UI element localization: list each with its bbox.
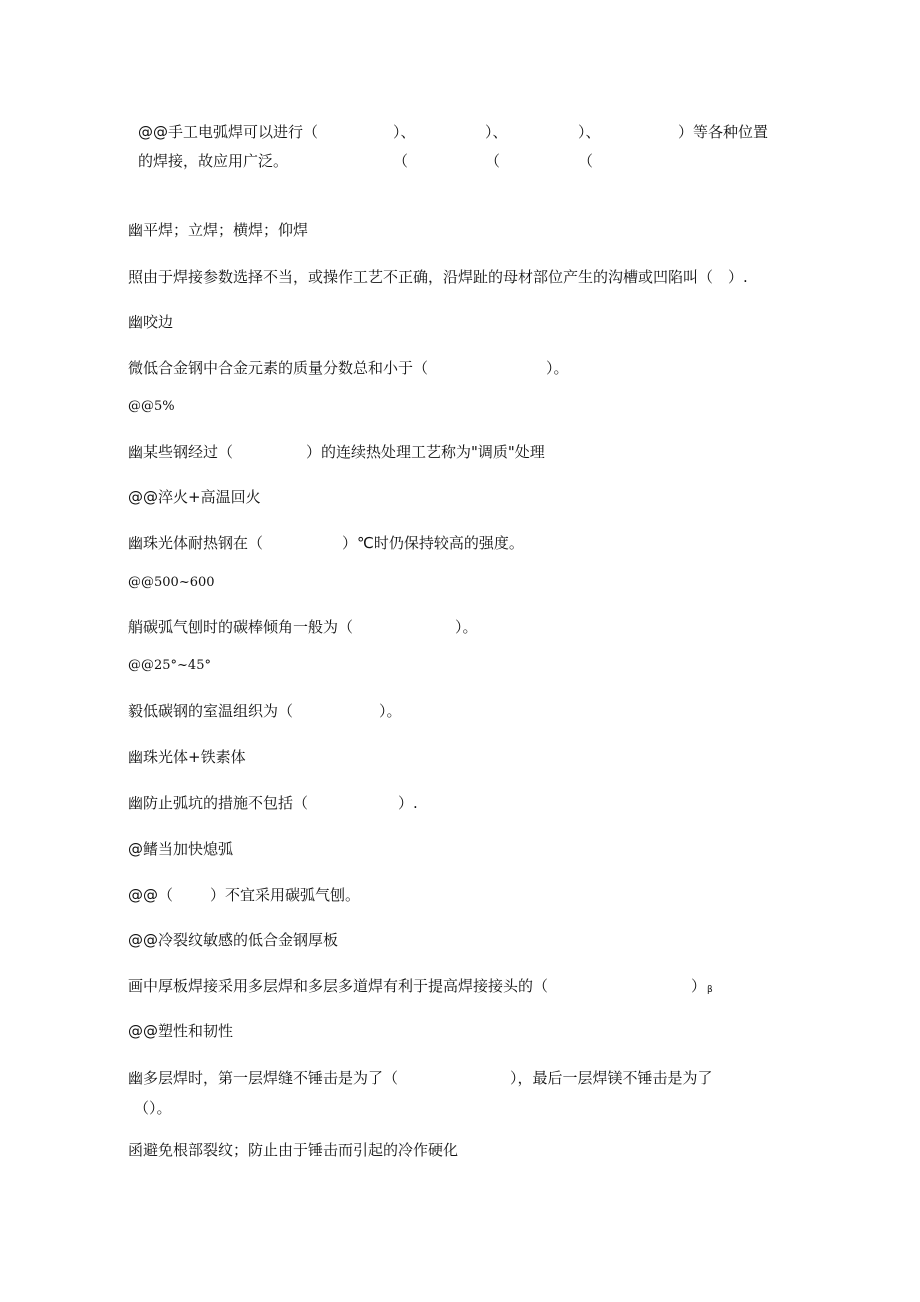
question-3-part-b: ）。: [546, 359, 569, 377]
q1-sep2: ）、: [485, 123, 508, 141]
q1-line2: 的焊接，故应用广泛。: [138, 152, 289, 170]
question-7-part-a: 毅低碳钢的室温组织为（: [128, 702, 294, 720]
q1-suffix: ）等各种位置: [678, 123, 769, 141]
q1-paren2: （: [485, 152, 501, 170]
question-4-part-a: 幽某些钢经过（: [128, 443, 234, 461]
question-10-mark: β: [707, 985, 713, 995]
question-8-part-a: 幽防止弧坑的措施不包括（: [128, 794, 309, 812]
question-10-part-b: ）: [691, 977, 707, 995]
q1-sep1: ）、: [393, 123, 416, 141]
answer-10: @@塑性和韧性: [128, 1022, 234, 1040]
answer-7: 幽珠光体+铁素体: [128, 748, 246, 766]
question-11-part-c: （）。: [134, 1099, 172, 1117]
question-8-part-b: ）.: [398, 794, 418, 812]
question-10-part-a: 画中厚板焊接采用多层焊和多层多道焊有利于提高焊接接头的（: [128, 977, 549, 995]
q1-paren3: （: [578, 152, 594, 170]
question-5-part-a: 幽珠光体耐热钢在（: [128, 534, 264, 552]
answer-4: @@淬火+高温回火: [128, 488, 261, 506]
question-11-part-b: ），最后一层焊镁不锤击是为了: [510, 1069, 713, 1087]
answer-11: 函避免根部裂纹；防止由于锤击而引起的冷作硬化: [128, 1141, 459, 1159]
answer-3: @@5%: [128, 399, 175, 414]
question-11-part-a: 幽多层焊时，第一层焊缝不锤击是为了（: [128, 1069, 399, 1087]
answer-1: 幽平焊；立焊；横焊；仰焊: [128, 221, 309, 239]
question-5-part-b: ）℃时仍保持较高的强度。: [342, 534, 524, 552]
question-7-part-b: ）。: [379, 702, 402, 720]
question-9-part-a: @@（: [128, 886, 174, 904]
q1-prefix: @@手工电弧焊可以进行（: [138, 123, 319, 141]
question-2: 照由于焊接参数选择不当，或操作工艺不正确，沿焊趾的母材部位产生的沟槽或凹陷叫（ ）.: [128, 268, 748, 286]
q1-paren1: （: [393, 152, 409, 170]
answer-8: @鳍当加快熄弧: [128, 840, 234, 858]
question-6-part-a: 艄碳弧气刨时的碳棒倾角一般为（: [128, 618, 354, 636]
answer-9: @@冷裂纹敏感的低合金钢厚板: [128, 931, 339, 949]
answer-5: @@500~600: [128, 575, 215, 590]
question-6-part-b: ）。: [455, 618, 478, 636]
answer-2: 幽咬边: [128, 313, 174, 331]
question-4-part-b: ）的连续热处理工艺称为"调质"处理: [306, 443, 545, 461]
q1-sep3: ）、: [578, 123, 601, 141]
question-9-part-b: ）不宜采用碳弧气刨。: [210, 886, 361, 904]
answer-6: @@25°~45°: [128, 658, 211, 673]
question-3-part-a: 微低合金钢中合金元素的质量分数总和小于（: [128, 359, 429, 377]
